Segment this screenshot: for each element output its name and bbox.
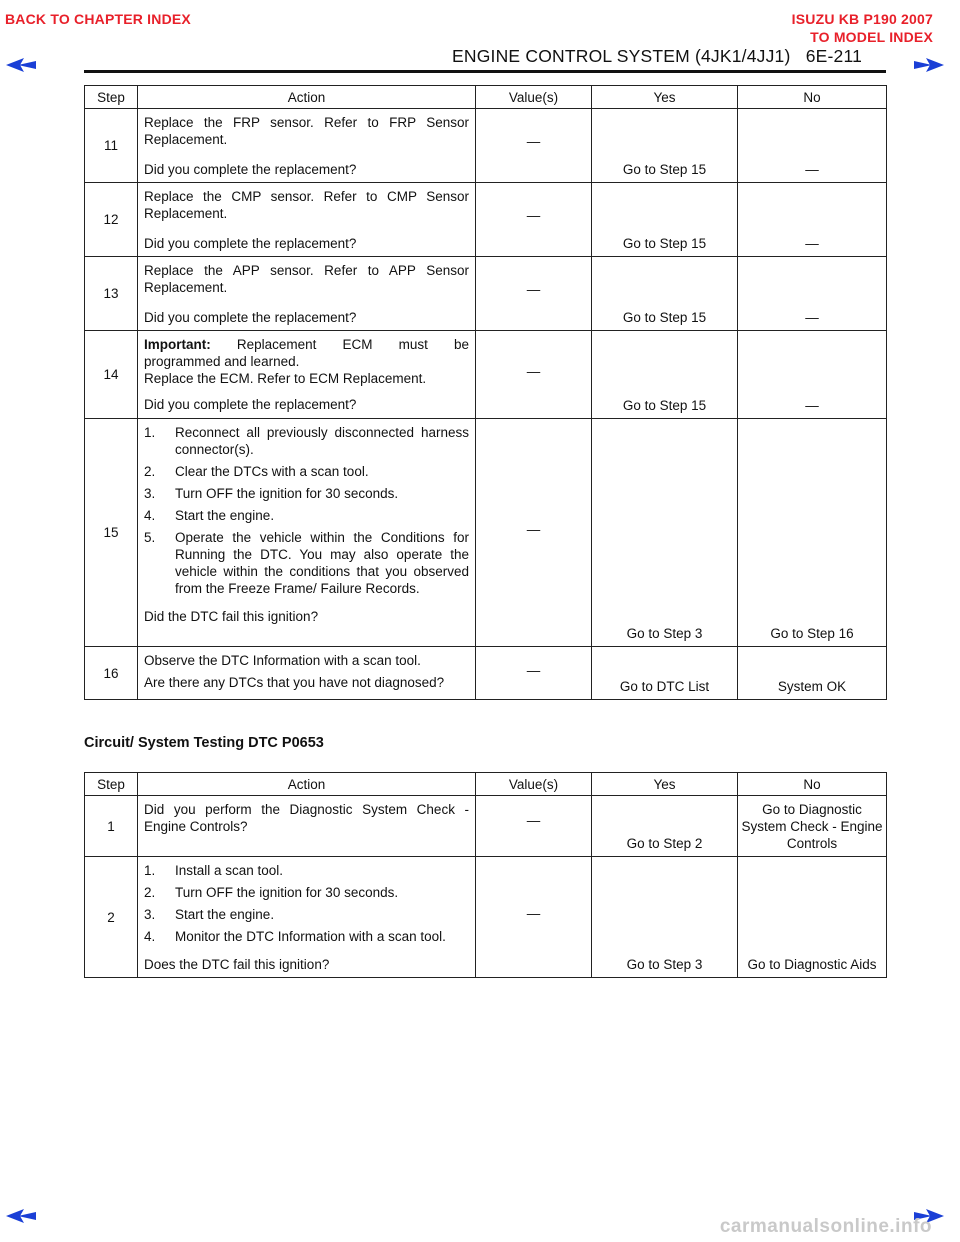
important-label: Important:	[144, 337, 211, 352]
question-text: Does the DTC fail this ignition?	[144, 957, 330, 972]
step-number: 12	[85, 183, 138, 257]
important-note	[144, 336, 469, 353]
action-text: Did you perform the Diagnostic System Check - Engine Controls?	[144, 802, 469, 834]
no-cell: —	[738, 183, 887, 257]
model-name-link[interactable]: ISUZU KB P190 2007	[791, 11, 933, 27]
value-text: —	[526, 134, 541, 149]
value-text: —	[526, 522, 541, 537]
action-cell	[138, 183, 476, 257]
list-text: Operate the vehicle within the Conditions for Running the DTC. You may also operate the vehicle within the conditions that you observed from the Freeze Frame/ Failure Records.	[175, 530, 469, 596]
question-text: Did you complete the replacement?	[144, 236, 357, 251]
list-text: Monitor the DTC Information with a scan tool.	[175, 929, 446, 944]
page-number: 6E-211	[805, 46, 863, 66]
next-page-arrow-icon[interactable]	[912, 56, 946, 74]
header-rule	[84, 70, 886, 73]
action-cell	[138, 109, 476, 183]
action-cell	[138, 857, 476, 978]
table-row	[85, 419, 887, 647]
action-text: Replace the CMP sensor. Refer to CMP Sensor Replacement.	[144, 189, 469, 221]
value-text: —	[526, 364, 541, 379]
action-cell	[138, 257, 476, 331]
table-header-row	[85, 86, 887, 109]
no-cell: —	[738, 109, 887, 183]
action-text: Observe the DTC Information with a scan tool.	[144, 653, 421, 668]
yes-cell: Go to Step 15	[592, 257, 738, 331]
no-cell: —	[738, 257, 887, 331]
column-header-values: Value(s)	[476, 773, 592, 796]
back-to-chapter-link[interactable]: BACK TO CHAPTER INDEX	[5, 11, 191, 27]
list-number: 3.	[144, 907, 156, 922]
action-text: Replace the APP sensor. Refer to APP Sensor Replacement.	[144, 263, 469, 295]
step-number: 15	[85, 419, 138, 647]
table-row	[85, 109, 887, 183]
circuit-testing-table	[84, 772, 887, 978]
list-number: 5.	[144, 530, 156, 545]
list-item	[144, 862, 469, 879]
previous-page-arrow-icon[interactable]	[4, 1207, 38, 1225]
yes-cell: Go to DTC List	[592, 647, 738, 700]
column-header-step: Step	[85, 86, 138, 109]
list-text: Reconnect all previously disconnected harness connector(s).	[175, 425, 469, 457]
table-row	[85, 331, 887, 419]
table-row	[85, 796, 887, 857]
step-number: 14	[85, 331, 138, 419]
list-number: 4.	[144, 929, 156, 944]
list-text: Turn OFF the ignition for 30 seconds.	[175, 885, 399, 900]
column-header-action: Action	[138, 773, 476, 796]
question-text: Did you complete the replacement?	[144, 397, 357, 412]
step-number: 1	[85, 796, 138, 857]
important-continuation: programmed and learned.	[144, 354, 300, 369]
question-text: Did you complete the replacement?	[144, 310, 357, 325]
column-header-step: Step	[85, 773, 138, 796]
to-model-index-link[interactable]: TO MODEL INDEX	[810, 29, 933, 45]
previous-page-arrow-icon[interactable]	[4, 56, 38, 74]
list-text: Start the engine.	[175, 907, 275, 922]
value-text: —	[526, 208, 541, 223]
column-header-action: Action	[138, 86, 476, 109]
section-name: ENGINE CONTROL SYSTEM (4JK1/4JJ1)	[452, 46, 791, 66]
important-text: Replacement ECM must be	[236, 337, 469, 352]
step-number: 11	[85, 109, 138, 183]
value-cell	[476, 183, 592, 257]
list-item	[144, 507, 469, 524]
page-header-title	[452, 46, 862, 67]
list-item	[144, 463, 469, 480]
list-item	[144, 884, 469, 901]
yes-cell: Go to Step 3	[592, 419, 738, 647]
list-number: 1.	[144, 863, 156, 878]
value-text: —	[526, 813, 541, 828]
list-text: Install a scan tool.	[175, 863, 284, 878]
value-cell	[476, 109, 592, 183]
list-item	[144, 485, 469, 502]
list-item	[144, 906, 469, 923]
step-number: 2	[85, 857, 138, 978]
list-item	[144, 928, 469, 945]
question-text: Are there any DTCs that you have not diagnosed?	[144, 675, 445, 690]
value-cell	[476, 331, 592, 419]
list-text: Clear the DTCs with a scan tool.	[175, 464, 369, 479]
list-item	[144, 424, 469, 458]
value-cell	[476, 796, 592, 857]
question-text: Did you complete the replacement?	[144, 162, 357, 177]
list-number: 3.	[144, 486, 156, 501]
action-text: Replace the FRP sensor. Refer to FRP Sensor Replacement.	[144, 115, 469, 147]
step-number: 13	[85, 257, 138, 331]
question-text: Did the DTC fail this ignition?	[144, 609, 319, 624]
value-text: —	[526, 282, 541, 297]
table-row	[85, 257, 887, 331]
action-cell	[138, 331, 476, 419]
section-title: Circuit/ System Testing DTC P0653	[84, 735, 324, 751]
list-number: 2.	[144, 464, 156, 479]
column-header-yes: Yes	[592, 86, 738, 109]
column-header-no: No	[738, 773, 887, 796]
list-number: 1.	[144, 425, 156, 440]
action-text: Replace the ECM. Refer to ECM Replacement.	[144, 371, 427, 386]
value-cell	[476, 857, 592, 978]
action-cell	[138, 419, 476, 647]
list-text: Start the engine.	[175, 508, 275, 523]
table-row	[85, 647, 887, 700]
no-cell: Go to Diagnostic System Check - Engine Controls	[738, 796, 887, 857]
yes-cell: Go to Step 15	[592, 109, 738, 183]
list-item	[144, 529, 469, 597]
table-row	[85, 183, 887, 257]
list-number: 2.	[144, 885, 156, 900]
list-number: 4.	[144, 508, 156, 523]
yes-cell: Go to Step 3	[592, 857, 738, 978]
yes-cell: Go to Step 2	[592, 796, 738, 857]
table-row	[85, 857, 887, 978]
procedure-list	[144, 424, 469, 597]
watermark: carmanualsonline.info	[719, 1216, 932, 1237]
no-cell: System OK	[738, 647, 887, 700]
yes-cell: Go to Step 15	[592, 331, 738, 419]
action-cell	[138, 647, 476, 700]
no-cell: Go to Diagnostic Aids	[738, 857, 887, 978]
column-header-values: Value(s)	[476, 86, 592, 109]
diagnostic-table-continued	[84, 85, 887, 700]
list-text: Turn OFF the ignition for 30 seconds.	[175, 486, 399, 501]
action-cell	[138, 796, 476, 857]
column-header-yes: Yes	[592, 773, 738, 796]
column-header-no: No	[738, 86, 887, 109]
yes-cell: Go to Step 15	[592, 183, 738, 257]
value-text: —	[526, 906, 541, 921]
step-number: 16	[85, 647, 138, 700]
value-text: —	[526, 663, 541, 678]
table-header-row	[85, 773, 887, 796]
value-cell	[476, 647, 592, 700]
procedure-list	[144, 862, 469, 945]
no-cell: —	[738, 331, 887, 419]
value-cell	[476, 257, 592, 331]
value-cell	[476, 419, 592, 647]
no-cell: Go to Step 16	[738, 419, 887, 647]
